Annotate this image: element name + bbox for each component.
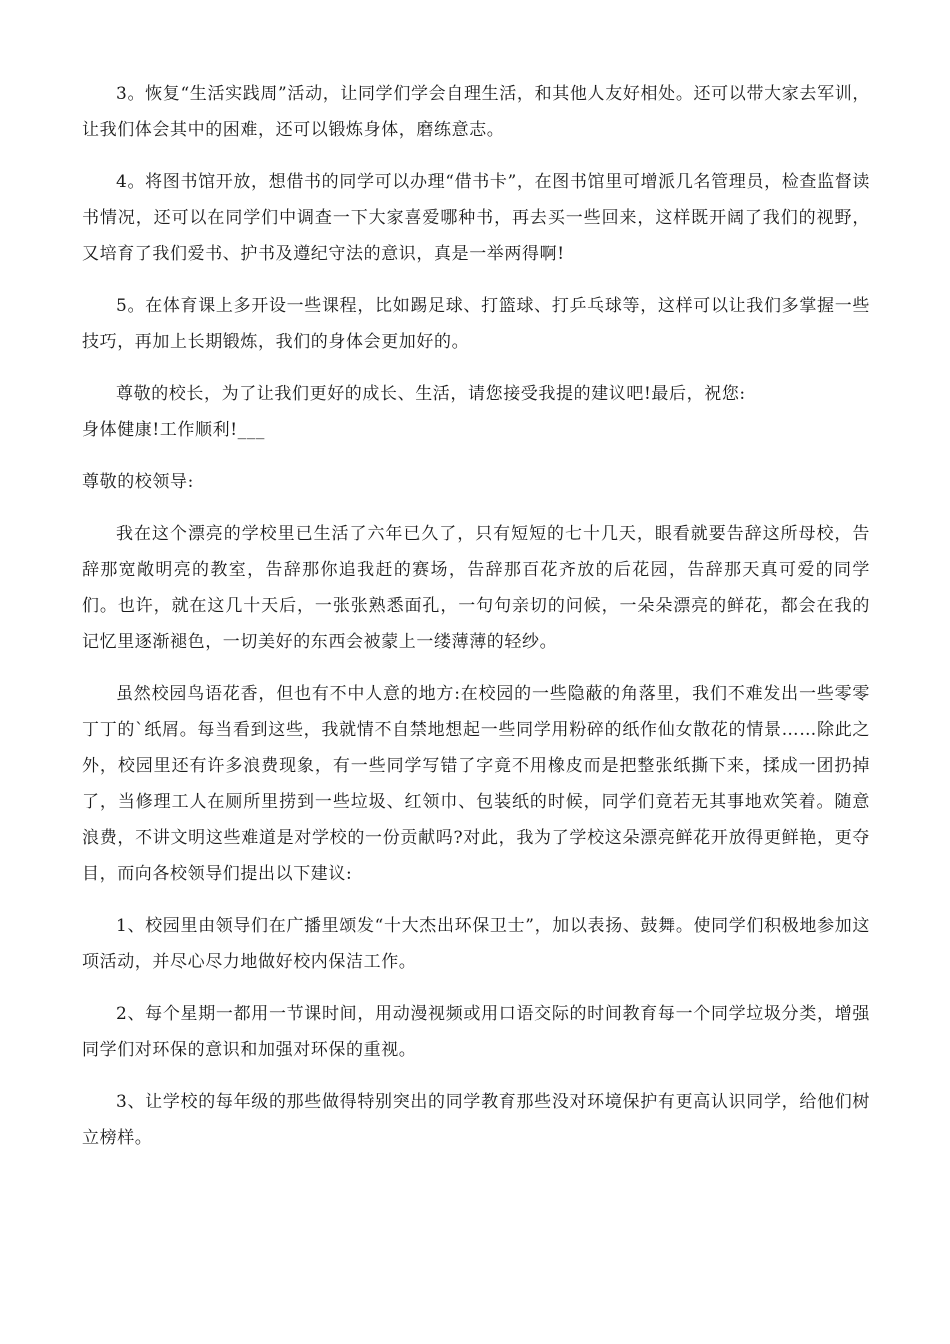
letter-salutation: 尊敬的校领导: xyxy=(82,472,194,492)
proposal-2-paragraph: 2、每个星期一都用一节课时间，用动漫视频或用口语交际的时间教育每一个同学垃圾分类，增强同学们对环保的意识和加强对环保的重视。 xyxy=(82,1004,870,1060)
intro-paragraph: 我在这个漂亮的学校里已生活了六年已久了，只有短短的七十几天，眼看就要告辞这所母校，告辞那宽敞明亮的教室，告辞那你追我赶的赛场，告辞那百花齐放的后花园，告辞那天真可爱的同学们。也许，就在这几十天后，一张张熟悉面孔，一句句亲切的问候，一朵朵漂亮的鲜花，都会在我的记忆里逐渐褪色，一切美好的东西会被蒙上一缕薄薄的轻纱。 xyxy=(82,524,870,652)
closing-wishes: 身体健康!工作顺利!___ xyxy=(82,420,265,440)
suggestion-5-paragraph: 5。在体育课上多开设一些课程，比如踢足球、打篮球、打乒乓球等，这样可以让我们多掌握一些技巧，再加上长期锻炼，我们的身体会更加好的。 xyxy=(82,296,870,352)
proposal-3-paragraph: 3、让学校的每年级的那些做得特别突出的同学教育那些没对环境保护有更高认识同学，给他们树立榜样。 xyxy=(82,1092,870,1148)
suggestion-3-paragraph: 3。恢复“生活实践周”活动，让同学们学会自理生活，和其他人友好相处。还可以带大家去军训，让我们体会其中的困难，还可以锻炼身体，磨练意志。 xyxy=(82,84,870,140)
proposal-1-paragraph: 1、校园里由领导们在广播里颂发“十大杰出环保卫士”，加以表扬、鼓舞。使同学们积极地参加这项活动，并尽心尽力地做好校内保洁工作。 xyxy=(82,916,870,972)
document-page xyxy=(82,76,870,1156)
problem-paragraph: 虽然校园鸟语花香，但也有不中人意的地方:在校园的一些隐蔽的角落里，我们不难发出一些零零丁丁的`纸屑。每当看到这些，我就情不自禁地想起一些同学用粉碎的纸作仙女散花的情景……除此之外，校园里还有许多浪费现象，有一些同学写错了字竟不用橡皮而是把整张纸撕下来，揉成一团扔掉了，当修理工人在厕所里捞到一些垃圾、红领巾、包装纸的时候，同学们竟若无其事地欢笑着。随意浪费，不讲文明这些难道是对学校的一份贡献吗?对此，我为了学校这朵漂亮鲜花开放得更鲜艳，更夺目，而向各校领导们提出以下建议: xyxy=(82,684,870,884)
closing-paragraph: 尊敬的校长，为了让我们更好的成长、生活，请您接受我提的建议吧!最后，祝您: xyxy=(116,384,746,404)
suggestion-4-paragraph: 4。将图书馆开放，想借书的同学可以办理“借书卡”，在图书馆里可增派几名管理员，检查监督读书情况，还可以在同学们中调查一下大家喜爱哪种书，再去买一些回来，这样既开阔了我们的视野，又培育了我们爱书、护书及遵纪守法的意识，真是一举两得啊! xyxy=(82,172,870,264)
